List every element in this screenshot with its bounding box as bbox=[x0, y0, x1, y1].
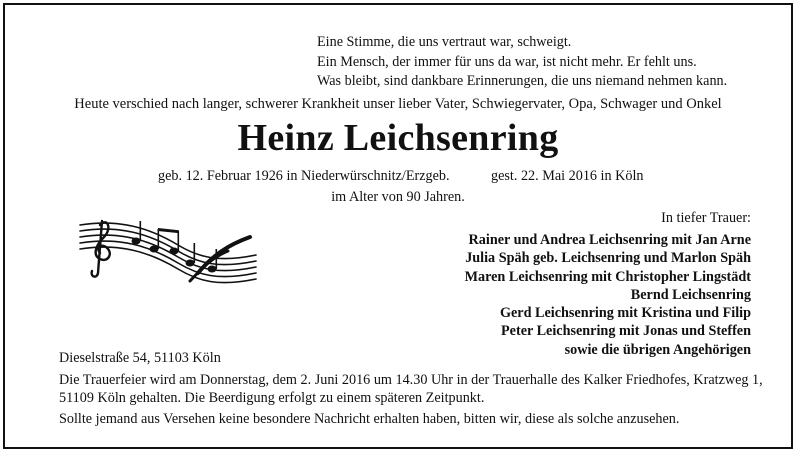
deceased-name: Heinz Leichsenring bbox=[237, 117, 559, 159]
list-item: Peter Leichsenring mit Jonas und Steffen bbox=[501, 323, 751, 340]
list-item: Julia Späh geb. Leichsenring und Marlon Späh bbox=[465, 250, 751, 267]
poem-block bbox=[317, 33, 727, 92]
list-item: Rainer und Andrea Leichsenring mit Jan Arne bbox=[468, 232, 751, 248]
poem-line: Eine Stimme, die uns vertraut war, schweigt. bbox=[317, 34, 572, 50]
age-info: im Alter von 90 Jahren. bbox=[331, 189, 465, 205]
list-item: Bernd Leichsenring bbox=[630, 286, 751, 303]
list-item: sowie die übrigen Angehörigen bbox=[564, 341, 751, 358]
funeral-line: 51109 Köln gehalten. Die Beerdigung erfolgt zu einem späteren Zeitpunkt. bbox=[59, 389, 485, 406]
list-item: Gerd Leichsenring mit Kristina und Filip bbox=[499, 305, 751, 322]
notice-text: Sollte jemand aus Versehen keine besondere Nachricht erhalten haben, bitten wir, diese als solche anzusehen. bbox=[59, 411, 680, 427]
obituary-notice bbox=[3, 3, 793, 449]
list-item: Maren Leichsenring mit Christopher Lingstädt bbox=[464, 268, 751, 285]
funeral-info bbox=[59, 372, 763, 407]
address: Dieselstraße 54, 51103 Köln bbox=[59, 350, 221, 366]
intro-text: Heute verschied nach langer, schwerer Krankheit unser lieber Vater, Schwiegervater, Opa, Schwager und Onkel bbox=[74, 96, 722, 112]
poem-line: Ein Mensch, der immer für uns da war, ist nicht mehr. Er fehlt uns. bbox=[317, 53, 697, 70]
mourners-list bbox=[465, 231, 751, 359]
birth-info: geb. 12. Februar 1926 in Niederwürschnitz/Erzgeb. bbox=[158, 168, 450, 184]
funeral-line: Die Trauerfeier wird am Donnerstag, dem 2. Juni 2016 um 14.30 Uhr in der Trauerhalle des Kalker Friedhofes, Kratzweg 1, bbox=[59, 372, 763, 388]
mourning-heading: In tiefer Trauer: bbox=[661, 210, 751, 226]
poem-line: Was bleibt, sind dankbare Erinnerungen, die uns niemand nehmen kann. bbox=[317, 73, 728, 89]
music-staff-icon bbox=[78, 215, 258, 300]
death-info: gest. 22. Mai 2016 in Köln bbox=[491, 168, 644, 184]
